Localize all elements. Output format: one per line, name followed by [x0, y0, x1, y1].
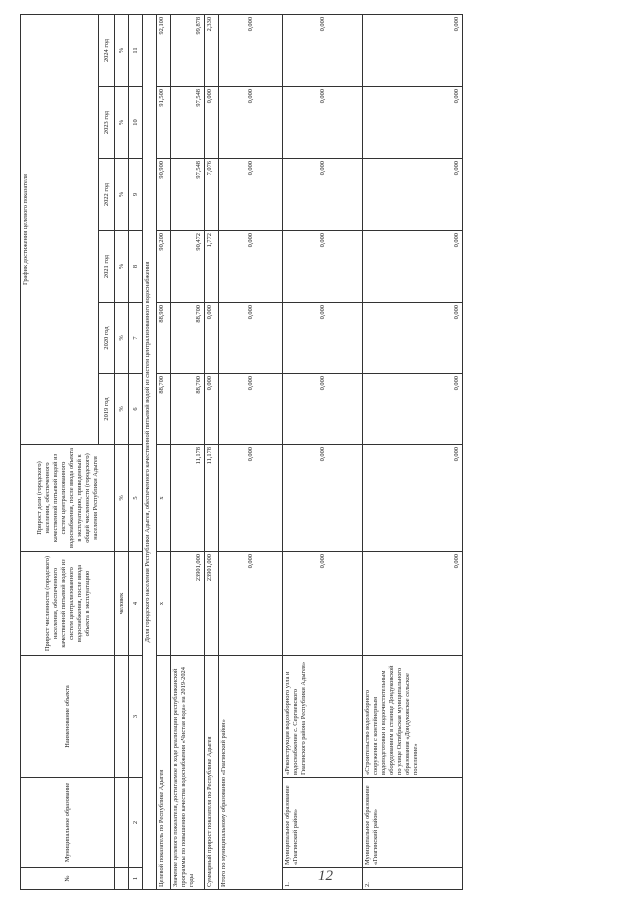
table-row	[219, 14, 283, 889]
item-year-value: 0,000	[283, 159, 363, 231]
total-year-value: 0,000	[205, 303, 219, 374]
unit-percent: %	[115, 231, 129, 303]
column-number: 2	[129, 778, 143, 868]
column-number: 1	[129, 868, 143, 890]
header-no: №	[21, 868, 115, 890]
subtotal-label: Итого по муниципальному образованию «Гиагинский район»	[219, 656, 283, 890]
subtotal-year-value: 0,000	[219, 231, 283, 303]
total-year-value: 1,772	[205, 231, 219, 303]
total-pop: 23901,000	[205, 552, 219, 656]
table-row	[283, 14, 363, 889]
table-row	[157, 14, 171, 889]
table-row	[171, 14, 205, 889]
item-year-value: 0,000	[283, 374, 363, 445]
header-object: Наименование объекта	[21, 656, 115, 778]
target-pop: x	[157, 552, 171, 656]
item-year-value: 0,000	[363, 14, 463, 86]
unit-percent: %	[115, 303, 129, 374]
achieved-label: Значение целевого показателя, достигаемое в ходе реализации республиканской программы по повышению качества водоснабжения «Чистая вода» на 2019-2024 годы	[171, 656, 205, 890]
target-year-value: 88,900	[157, 303, 171, 374]
item-share: 0,000	[363, 445, 463, 552]
page-number: 12	[318, 868, 333, 884]
header-municipality: Муниципальное образование	[21, 778, 115, 868]
subtotal-year-value: 0,000	[219, 374, 283, 445]
header-pop-increase: Прирост численности (городского) населения, обеспеченного качественной питьевой водой из систем централизованного водоснабжения, после ввода объекта в эксплуатацию	[21, 552, 115, 656]
achieved-year-value: 99,878	[171, 14, 205, 86]
column-number: 9	[129, 159, 143, 231]
target-year-value: 91,500	[157, 87, 171, 159]
item-municipality: Муниципальное образование «Гиагинский район»	[363, 778, 463, 868]
achieved-share: 11,178	[171, 445, 205, 552]
item-year-value: 0,000	[363, 87, 463, 159]
target-indicator-table	[20, 14, 463, 890]
table-row	[363, 14, 463, 889]
year-header: 2020 год	[99, 303, 115, 374]
item-number: 2.	[363, 868, 463, 890]
column-number: 7	[129, 303, 143, 374]
column-number: 10	[129, 87, 143, 159]
achieved-pop: 23901,000	[171, 552, 205, 656]
target-year-value: 90,900	[157, 159, 171, 231]
unit-percent: %	[115, 14, 129, 86]
achieved-year-value: 97,548	[171, 159, 205, 231]
target-year-value: 88,700	[157, 374, 171, 445]
achieved-year-value: 88,700	[171, 303, 205, 374]
total-share: 11,178	[205, 445, 219, 552]
total-label: Суммарный прирост показателя по Республике Адыгея	[205, 656, 219, 890]
item-pop: 0,000	[363, 552, 463, 656]
item-year-value: 0,000	[363, 159, 463, 231]
item-municipality: Муниципальное образование «Гиагинский район»	[283, 778, 363, 868]
subtotal-pop: 0,000	[219, 552, 283, 656]
item-year-value: 0,000	[363, 374, 463, 445]
item-year-value: 0,000	[363, 303, 463, 374]
year-header: 2024 год	[99, 14, 115, 86]
item-number: 1.	[283, 868, 363, 890]
subtotal-year-value: 0,000	[219, 87, 283, 159]
header-schedule: График достижения целевого показателя	[21, 14, 99, 444]
subtotal-year-value: 0,000	[219, 159, 283, 231]
table-row	[205, 14, 219, 889]
subtotal-year-value: 0,000	[219, 303, 283, 374]
subtotal-year-value: 0,000	[219, 14, 283, 86]
achieved-year-value: 90,472	[171, 231, 205, 303]
item-year-value: 0,000	[363, 231, 463, 303]
target-share: x	[157, 445, 171, 552]
target-year-value: 90,200	[157, 231, 171, 303]
column-number: 5	[129, 445, 143, 552]
item-pop: 0,000	[283, 552, 363, 656]
year-header: 2023 год	[99, 87, 115, 159]
rotated-table-container	[20, 15, 620, 890]
column-number: 4	[129, 552, 143, 656]
item-year-value: 0,000	[283, 87, 363, 159]
subtotal-share: 0,000	[219, 445, 283, 552]
item-year-value: 0,000	[283, 303, 363, 374]
target-label: Целевой показатель по Республике Адыгея	[157, 656, 171, 890]
item-object: «Строительство водозаборного сооружения с контейнерным водоподготовки и водоочистительным оборудованием в станице Дондуковской по улице Октябрьская муниципального образования «Дондуковское сельское поселение»	[363, 656, 463, 778]
item-year-value: 0,000	[283, 231, 363, 303]
year-header: 2021 год	[99, 231, 115, 303]
unit-percent: %	[115, 87, 129, 159]
document-sheet	[20, 15, 620, 890]
achieved-year-value: 88,700	[171, 374, 205, 445]
year-header: 2022 год	[99, 159, 115, 231]
total-year-value: 0,000	[205, 374, 219, 445]
total-year-value: 2,330	[205, 14, 219, 86]
total-year-value: 7,076	[205, 159, 219, 231]
unit-percent: %	[115, 159, 129, 231]
unit-percent: %	[115, 445, 129, 552]
achieved-year-value: 97,548	[171, 87, 205, 159]
item-object: «Реконструкция водозаборного узла и водоснабжение с. Сергиевского Гиагинского района Республики Адыгея»	[283, 656, 363, 778]
unit-people: человек	[115, 552, 129, 656]
column-number: 11	[129, 14, 143, 86]
year-header: 2019 год	[99, 374, 115, 445]
section-title: Доля городского населения Республики Адыгея, обеспеченного качественной питьевой водой из систем централизованного водоснабжения	[143, 14, 157, 889]
column-number: 8	[129, 231, 143, 303]
header-share-increase: Прирост доли (городского) населения, обеспеченного качественной питьевой водой из систем централизованного водоснабжения, после ввода объекта в эксплуатацию, приведенный к общей численности (городского) населения Республики Адыгея	[21, 445, 115, 552]
item-share: 0,000	[283, 445, 363, 552]
item-year-value: 0,000	[283, 14, 363, 86]
unit-percent: %	[115, 374, 129, 445]
column-number: 6	[129, 374, 143, 445]
total-year-value: 0,000	[205, 87, 219, 159]
column-number: 3	[129, 656, 143, 778]
target-year-value: 92,100	[157, 14, 171, 86]
